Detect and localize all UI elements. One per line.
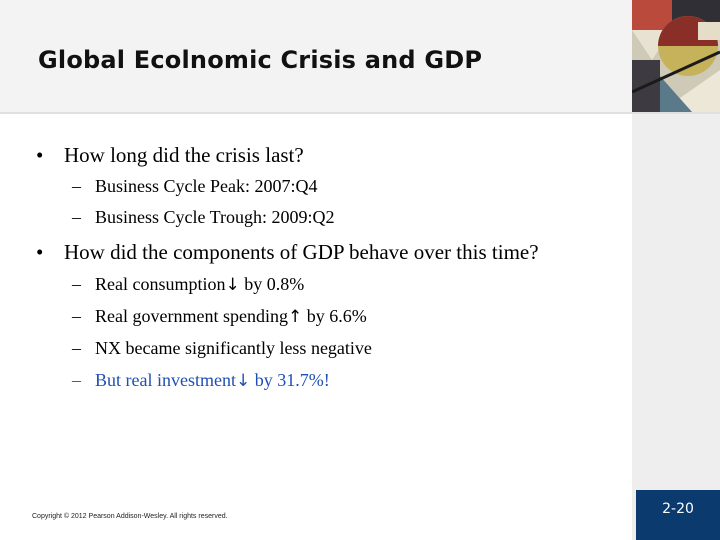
sub-bullet-text-start: NX became significantly less negative — [95, 338, 372, 358]
sub-bullet-text — [95, 274, 304, 295]
slide-title: Global Ecolnomic Crisis and GDP — [38, 46, 483, 74]
right-sidebar-bar — [632, 114, 720, 540]
sub-bullet-text-end: by 6.6% — [302, 306, 367, 326]
sub-bullet-marker: – — [72, 306, 81, 326]
sub-bullet-text-start: Real government spending — [95, 306, 288, 326]
page-number-box — [636, 490, 720, 540]
copyright-footer: Copyright © 2012 Pearson Addison-Wesley. All rights reserved. — [32, 513, 228, 520]
sub-bullet-text — [95, 338, 372, 359]
up-arrow-icon: ↑ — [287, 307, 303, 327]
sub-bullet-text: Business Cycle Peak: 2007:Q4 — [95, 176, 318, 196]
sub-bullet-text-end: by 31.7%! — [250, 370, 330, 390]
sub-bullet-text-start: But real investment — [95, 370, 236, 390]
page-number: 2-20 — [662, 501, 694, 517]
sub-bullet-text — [95, 306, 367, 327]
sub-bullet-text-start: Real consumption — [95, 274, 226, 294]
sub-bullet-text: Business Cycle Trough: 2009:Q2 — [95, 207, 335, 227]
bullet-marker: • — [36, 143, 44, 167]
sub-bullet-marker: – — [72, 176, 81, 196]
sub-bullet-marker: – — [72, 370, 81, 390]
bullet-marker: • — [36, 240, 44, 264]
down-arrow-icon: ↓ — [235, 371, 251, 391]
bullet-text: How did the components of GDP behave over this time? — [64, 240, 539, 264]
sub-bullet-text — [95, 370, 330, 391]
down-arrow-icon: ↓ — [225, 275, 240, 295]
sub-bullet-marker: – — [72, 207, 81, 227]
sub-bullet-marker: – — [72, 274, 81, 294]
sub-bullet-text-end: by 0.8% — [239, 274, 305, 294]
bullet-text: How long did the crisis last? — [64, 143, 304, 167]
sub-bullet-marker: – — [72, 338, 81, 358]
decorative-art-image — [632, 0, 720, 112]
